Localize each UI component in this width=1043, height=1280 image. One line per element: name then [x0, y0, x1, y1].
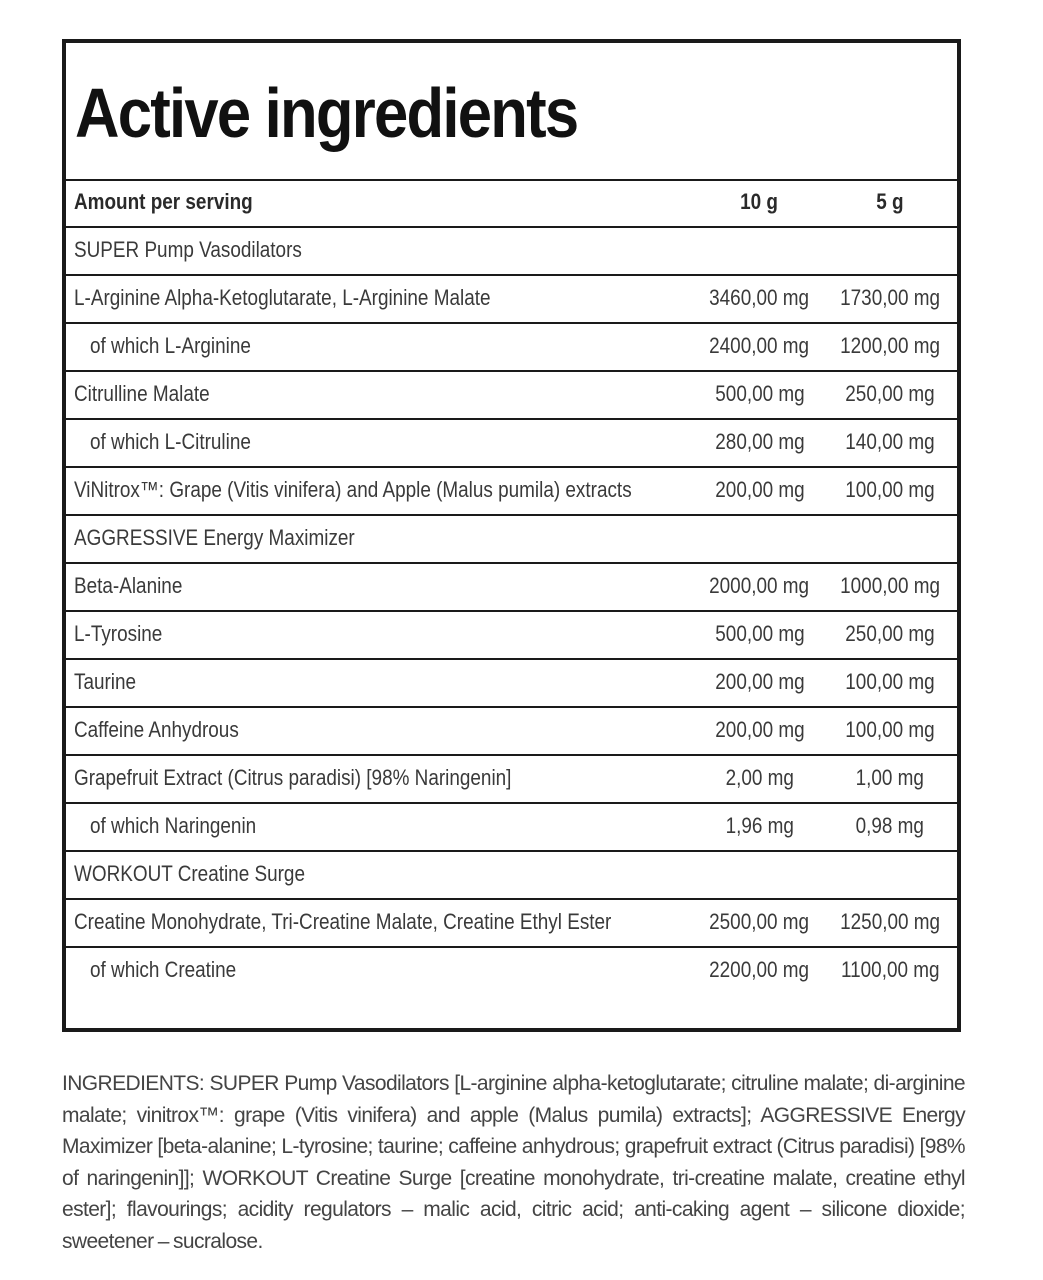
row-value-5g: 1250,00 mg [823, 899, 957, 947]
table-row [66, 755, 957, 803]
table-row [66, 323, 957, 371]
row-name: of which L-Arginine [66, 323, 696, 371]
row-value-5g: 1730,00 mg [823, 275, 957, 323]
row-value-5g: 1,00 mg [823, 755, 957, 803]
row-name: Beta-Alanine [66, 563, 696, 611]
row-value-10g: 500,00 mg [696, 611, 823, 659]
row-value-5g: 100,00 mg [823, 707, 957, 755]
table-row [66, 899, 957, 947]
page-title: Active ingredients [75, 74, 578, 152]
active-ingredients-panel [62, 39, 961, 1032]
table-header-row [66, 181, 957, 227]
row-name: L-Tyrosine [66, 611, 696, 659]
row-value-5g: 1200,00 mg [823, 323, 957, 371]
row-name: Grapefruit Extract (Citrus paradisi) [98% Naringenin] [66, 755, 696, 803]
row-value-10g: 3460,00 mg [696, 275, 823, 323]
row-name: of which L-Citruline [66, 419, 696, 467]
header-col-10g: 10 g [696, 181, 823, 227]
row-value-10g: 200,00 mg [696, 467, 823, 515]
row-value-10g: 2,00 mg [696, 755, 823, 803]
table-row [66, 707, 957, 755]
row-name: of which Naringenin [66, 803, 696, 851]
row-value-10g: 1,96 mg [696, 803, 823, 851]
ingredients-paragraph: INGREDIENTS: SUPER Pump Vasodilators [L-arginine alpha-ketoglutarate; citruline malate; di-arginine malate; vinitrox™: grape (Vitis vinifera) and apple (Malus pumila) extracts]; AGGRESSIVE Energy Maximizer [beta-alanine; L-tyrosine; taurine; caffeine anhydrous; grapefruit extract (Citrus paradisi) [98% of naringenin]]; WORKOUT Creatine Surge [creatine monohydrate, tri-creatine malate, creatine ethyl ester]; flavourings; acidity regulators – malic acid, citric acid; anti-caking agent – silicone dioxide; sweetener – sucralose. [62, 1072, 965, 1253]
row-name: AGGRESSIVE Energy Maximizer [66, 515, 696, 563]
row-name: L-Arginine Alpha-Ketoglutarate, L-Arginine Malate [66, 275, 696, 323]
row-value-5g: 100,00 mg [823, 467, 957, 515]
table-row [66, 227, 957, 275]
row-value-5g [823, 227, 957, 275]
row-value-10g: 500,00 mg [696, 371, 823, 419]
table-row [66, 659, 957, 707]
row-value-10g [696, 515, 823, 563]
table-row [66, 371, 957, 419]
row-name: ViNitrox™: Grape (Vitis vinifera) and Apple (Malus pumila) extracts [66, 467, 696, 515]
row-value-5g: 250,00 mg [823, 371, 957, 419]
row-value-10g [696, 851, 823, 899]
table-row [66, 611, 957, 659]
row-value-5g: 100,00 mg [823, 659, 957, 707]
row-value-10g: 280,00 mg [696, 419, 823, 467]
row-value-10g: 2400,00 mg [696, 323, 823, 371]
row-name: Caffeine Anhydrous [66, 707, 696, 755]
row-value-10g: 200,00 mg [696, 659, 823, 707]
row-name: Creatine Monohydrate, Tri-Creatine Malate, Creatine Ethyl Ester [66, 899, 696, 947]
row-value-5g [823, 851, 957, 899]
table-row [66, 563, 957, 611]
table-row [66, 419, 957, 467]
table-row [66, 275, 957, 323]
row-value-10g: 2500,00 mg [696, 899, 823, 947]
table-row [66, 947, 957, 994]
row-value-10g [696, 227, 823, 275]
row-value-5g: 140,00 mg [823, 419, 957, 467]
row-value-10g: 200,00 mg [696, 707, 823, 755]
table-row [66, 851, 957, 899]
row-name: Taurine [66, 659, 696, 707]
row-name: Citrulline Malate [66, 371, 696, 419]
row-value-10g: 2200,00 mg [709, 957, 810, 982]
header-col-5g: 5 g [823, 181, 957, 227]
row-value-5g: 250,00 mg [823, 611, 957, 659]
row-value-5g: 1100,00 mg [840, 957, 940, 982]
row-name: WORKOUT Creatine Surge [66, 851, 696, 899]
row-value-5g: 0,98 mg [823, 803, 957, 851]
row-name: SUPER Pump Vasodilators [66, 227, 696, 275]
row-value-10g: 2000,00 mg [696, 563, 823, 611]
ingredients-table [66, 181, 957, 994]
row-name: of which Creatine [90, 957, 237, 982]
table-row [66, 467, 957, 515]
row-value-5g: 1000,00 mg [823, 563, 957, 611]
row-value-5g [823, 515, 957, 563]
header-label: Amount per serving [66, 181, 696, 227]
title-bar [66, 43, 957, 181]
table-row [66, 515, 957, 563]
table-row [66, 803, 957, 851]
